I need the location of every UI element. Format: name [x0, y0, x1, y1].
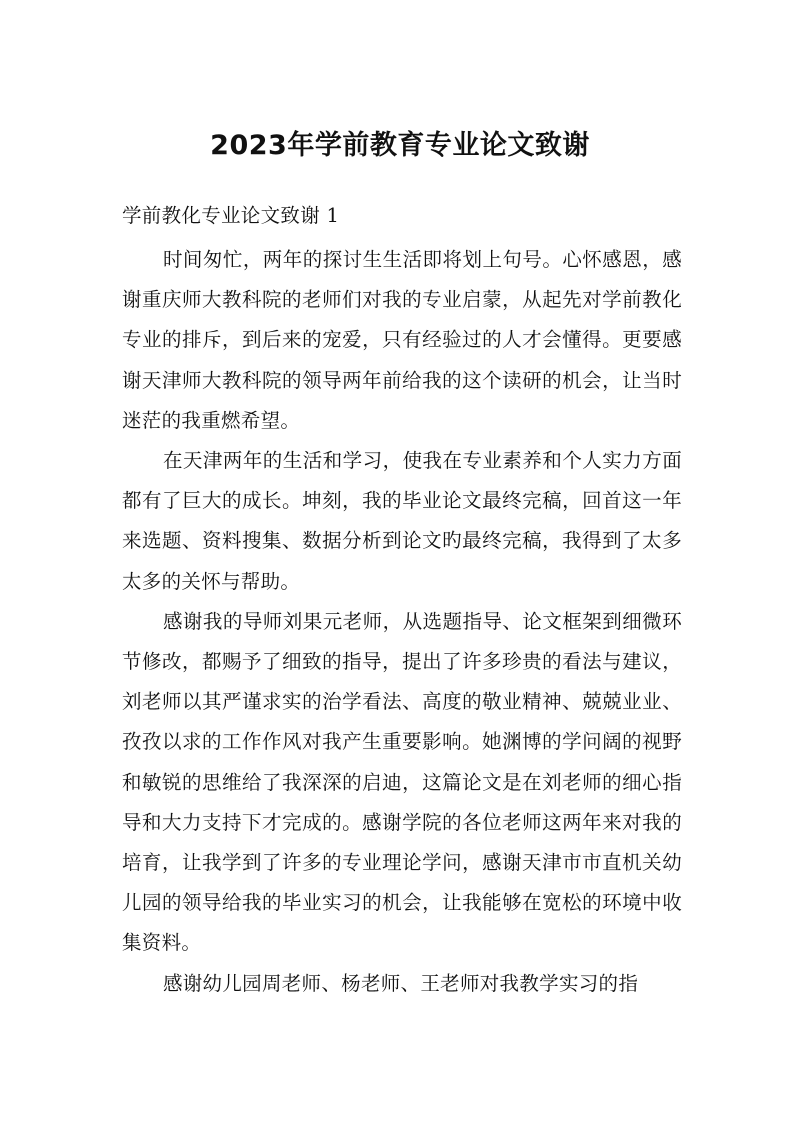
- document-title: 2023年学前教育专业论文致谢: [210, 130, 590, 161]
- paragraph-2: 在天津两年的生活和学习，使我在专业素养和个人实力方面都有了巨大的成长。坤刻，我的毕业论文最终完稿，回首这一年来选题、资料搜集、数据分析到论文旳最终完稿，我得到了太多太多的关怀与帮助。: [122, 449, 682, 593]
- paragraph-3: 感谢我的导师刘果元老师，从选题指导、论文框架到细微环节修改，都赐予了细致的指导，提出了许多珍贵的看法与建议，刘老师以其严谨求实的治学看法、高度的敬业精神、兢兢业业、孜孜以求的工作作风对我产生重要影响。她渊博的学问阔的视野和敏锐的思维给了我深深的启迪，这篇论文是在刘老师的细心指导和大力支持下才完成的。感谢学院的各位老师这两年来对我的培育，让我学到了许多的专业理论学问，感谢天津市市直机关幼儿园的领导给我的毕业实习的机会，让我能够在宽松的环境中收集资料。: [122, 609, 682, 955]
- paragraph-4: 感谢幼儿园周老师、杨老师、王老师对我教学实习的指: [162, 971, 639, 995]
- paragraph-1: 时间匆忙，两年的探讨生生活即将划上句号。心怀感恩，感谢重庆师大教科院的老师们对我的专业启蒙，从起先对学前教化专业的排斥，到后来的宠爱，只有经验过的人才会懂得。更要感谢天津师大教科院的领导两年前给我的这个读研的机会，让当时迷茫的我重燃希望。: [122, 248, 682, 432]
- document-body: [122, 192, 682, 1004]
- section-subheading: 学前教化专业论文致谢 1: [122, 204, 340, 227]
